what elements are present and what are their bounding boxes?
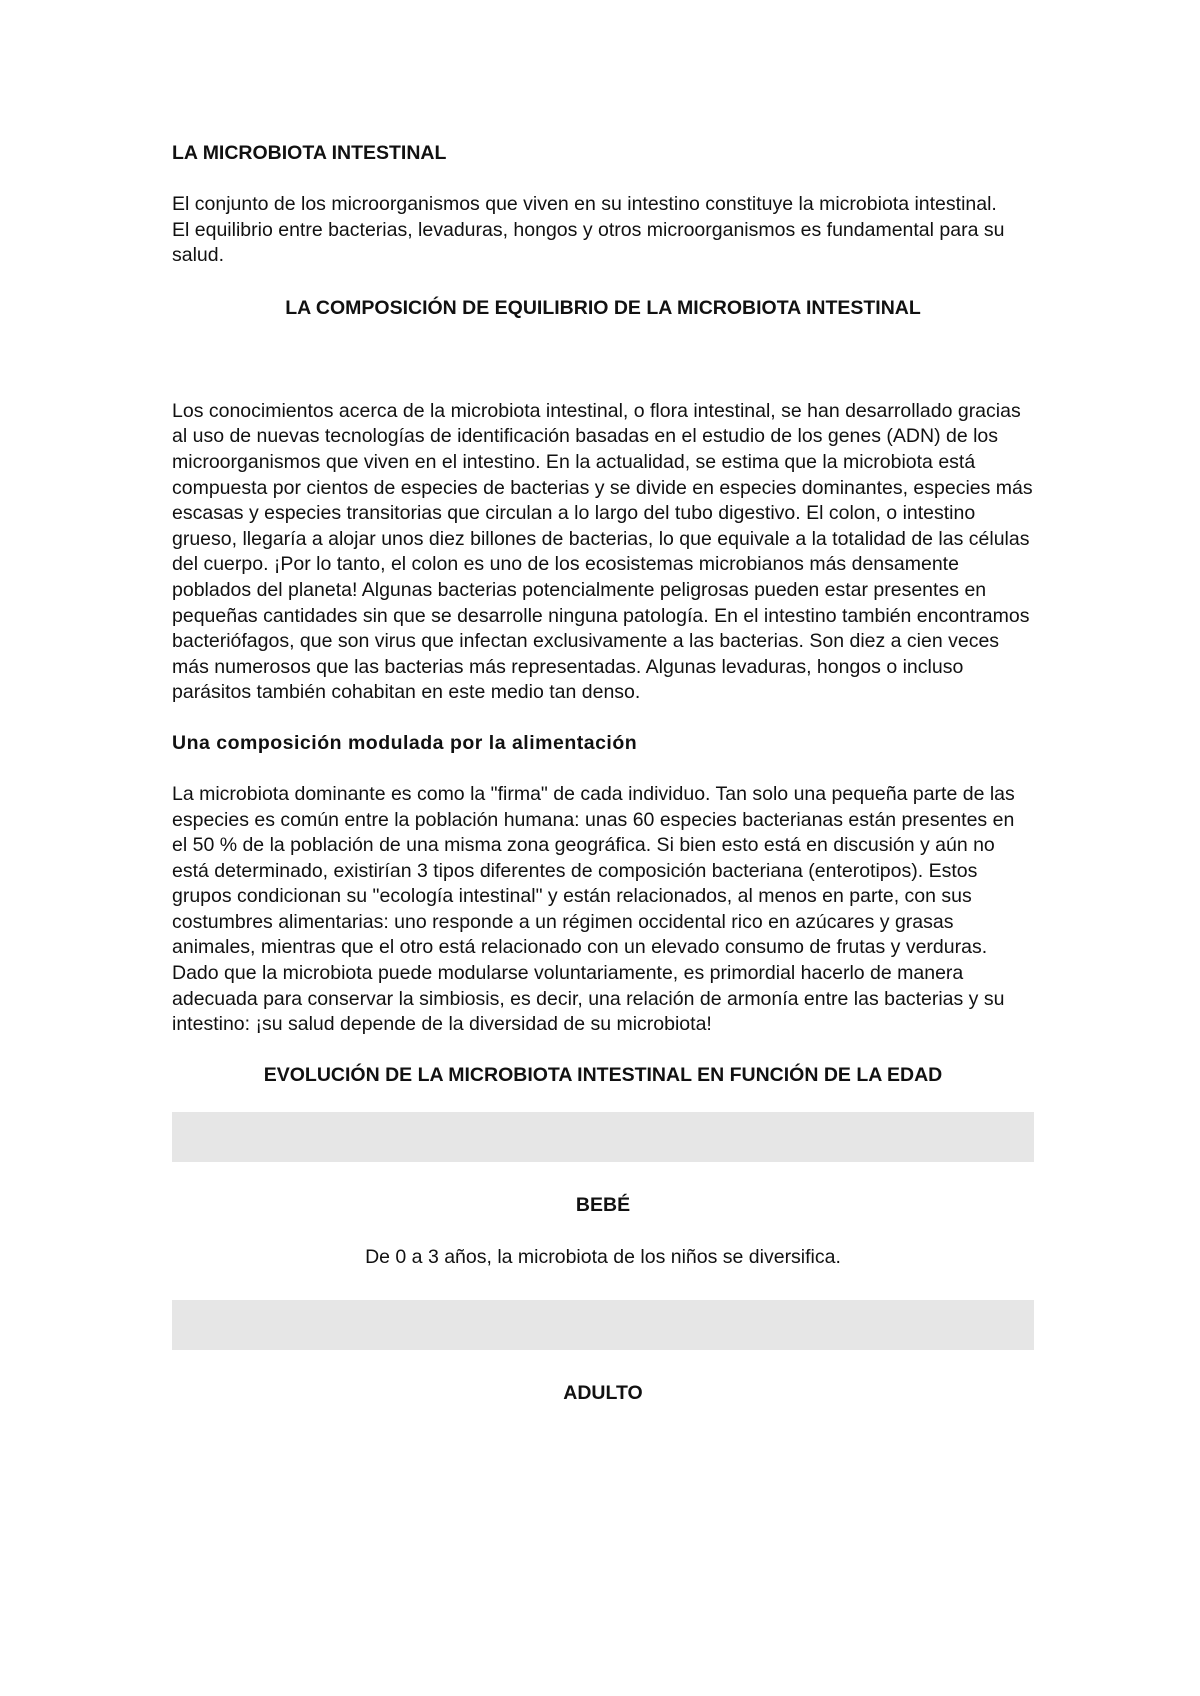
stage-text-bebe: De 0 a 3 años, la microbiota de los niños se diversifica. xyxy=(365,1245,841,1268)
stage-label-adulto: ADULTO xyxy=(563,1381,643,1404)
section-body-alimentacion: La microbiota dominante es como la "firma" de cada individuo. Tan solo una pequeña parte de las especies es común entre la población humana: unas 60 especies bacterianas están presentes en el 50 % de la población de una misma zona geográfica. Si bien esto está en discusión y aún no está determinado, existirían 3 tipos diferentes de composición bacteriana (enterotipos). Estos grupos condicionan su "ecología intestinal" y están relacionados, al menos en parte, con sus costumbres alimentarias: uno responde a un régimen occidental rico en azúcares y grasas animales, mientras que el otro está relacionado con un elevado consumo de frutas y verduras. Dado que la microbiota puede modularse voluntariamente, es primordial hacerlo de manera adecuada para conservar la simbiosis, es decir, una relación de armonía entre las bacterias y su intestino: ¡su salud depende de la diversidad de su microbiota! xyxy=(172,782,1015,1036)
document-title: LA MICROBIOTA INTESTINAL xyxy=(172,142,447,164)
stage-label-bebe: BEBÉ xyxy=(575,1193,631,1216)
image-placeholder-adulto xyxy=(172,1300,1034,1350)
intro-paragraph-1: El conjunto de los microorganismos que viven en su intestino constituye la microbiota intestinal. xyxy=(172,193,997,215)
subheading-alimentacion: Una composición modulada por la alimentación xyxy=(172,731,638,754)
section-heading-composition: LA COMPOSICIÓN DE EQUILIBRIO DE LA MICROBIOTA INTESTINAL xyxy=(285,296,921,319)
section-body-composition: Los conocimientos acerca de la microbiota intestinal, o flora intestinal, se han desarrollado gracias al uso de nuevas tecnologías de identificación basadas en el estudio de los genes (ADN) de los microorganismos que viven en el intestino. En la actualidad, se estima que la microbiota está compuesta por cientos de especies de bacterias y se divide en especies dominantes, especies más escasas y especies transitorias que circulan a lo largo del tubo digestivo. El colon, o intestino grueso, llegaría a alojar unos diez billones de bacterias, lo que equivale a la totalidad de las células del cuerpo. ¡Por lo tanto, el colon es uno de los ecosistemas microbianos más densamente poblados del planeta! Algunas bacterias potencialmente peligrosas pueden estar presentes en pequeñas cantidades sin que se desarrolle ninguna patología. En el intestino también encontramos bacteriófagos, que son virus que infectan exclusivamente a las bacterias. Son diez a cien veces más numerosos que las bacterias más representadas. Algunas levaduras, hongos o incluso parásitos también cohabitan en este medio tan denso. xyxy=(172,399,1033,704)
image-placeholder-bebe xyxy=(172,1112,1034,1162)
document-content xyxy=(172,140,1034,1406)
section-heading-evolucion: EVOLUCIÓN DE LA MICROBIOTA INTESTINAL EN FUNCIÓN DE LA EDAD xyxy=(263,1063,943,1086)
intro-paragraph-2: El equilibrio entre bacterias, levaduras, hongos y otros microorganismos es fundamental para su salud. xyxy=(172,218,1005,267)
